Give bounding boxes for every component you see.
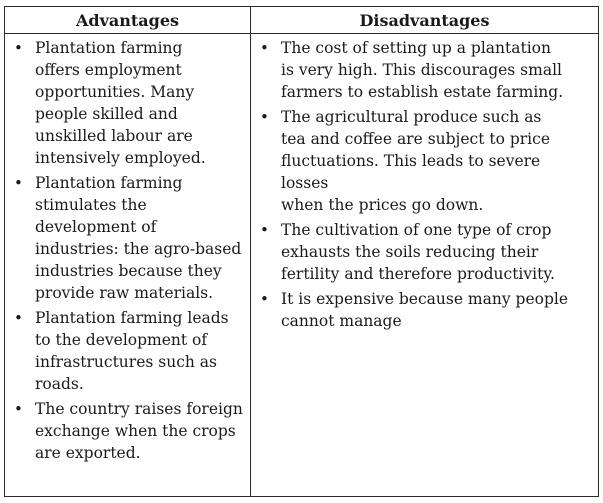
- list-item-line: unskilled labour are: [35, 127, 193, 145]
- bullet-glyph: •: [14, 174, 23, 192]
- bullet-glyph: •: [14, 309, 23, 327]
- list-item-line: to the development of: [35, 331, 208, 349]
- list-item-line: exhausts the soils reducing their: [281, 243, 539, 261]
- list-item-line: industries because they: [35, 262, 222, 280]
- list-item-line: are exported.: [35, 444, 141, 462]
- advantages-list: [5, 34, 250, 464]
- list-item-line: The cultivation of one type of crop: [281, 221, 552, 239]
- list-item-line: The country raises foreign: [35, 400, 243, 418]
- list-item-line: people skilled and: [35, 105, 178, 123]
- list-item: [5, 172, 244, 304]
- list-item-line: The cost of setting up a plantation: [281, 39, 551, 57]
- list-item: [5, 307, 244, 395]
- list-item: [251, 106, 592, 216]
- list-item-line: Plantation farming leads: [35, 309, 229, 327]
- list-item-line: industries: the agro-based: [35, 240, 242, 258]
- list-item: [251, 288, 592, 332]
- list-item-line: is very high. This discourages small: [281, 61, 562, 79]
- bullet-glyph: •: [14, 400, 23, 418]
- list-item-line: stimulates the: [35, 196, 147, 214]
- bullet-glyph: •: [260, 221, 269, 239]
- list-item-line: intensively employed.: [35, 149, 206, 167]
- list-item: [251, 37, 592, 103]
- list-item-line: cannot manage: [281, 312, 402, 330]
- list-item-line: when the prices go down.: [281, 196, 484, 214]
- list-item-line: Plantation farming: [35, 174, 183, 192]
- list-item-line: exchange when the crops: [35, 422, 236, 440]
- bullet-glyph: •: [260, 108, 269, 126]
- list-item: [251, 219, 592, 285]
- list-item-line: fertility and therefore productivity.: [281, 265, 555, 283]
- list-item-line: development of: [35, 218, 157, 236]
- bullet-glyph: •: [14, 39, 23, 57]
- comparison-table: [4, 6, 599, 497]
- body-row: [5, 34, 599, 497]
- list-item-line: farmers to establish estate farming.: [281, 83, 564, 101]
- list-item-line: fluctuations. This leads to severe losses: [281, 152, 541, 192]
- header-disadvantages: Disadvantages: [251, 7, 599, 34]
- list-item-line: roads.: [35, 375, 84, 393]
- list-item-line: It is expensive because many people: [281, 290, 569, 308]
- list-item-line: tea and coffee are subject to price: [281, 130, 550, 148]
- list-item-line: infrastructures such as: [35, 353, 217, 371]
- header-row: [5, 7, 599, 34]
- list-item-line: offers employment: [35, 61, 182, 79]
- header-advantages: Advantages: [5, 7, 251, 34]
- list-item-line: Plantation farming: [35, 39, 183, 57]
- list-item: [5, 398, 244, 464]
- list-item-line: The agricultural produce such as: [281, 108, 542, 126]
- advantages-cell: [5, 34, 251, 497]
- bullet-glyph: •: [260, 290, 269, 308]
- list-item-line: provide raw materials.: [35, 284, 214, 302]
- disadvantages-list: [251, 34, 598, 332]
- list-item-line: opportunities. Many: [35, 83, 195, 101]
- list-item: [5, 37, 244, 169]
- bullet-glyph: •: [260, 39, 269, 57]
- disadvantages-cell: [251, 34, 599, 497]
